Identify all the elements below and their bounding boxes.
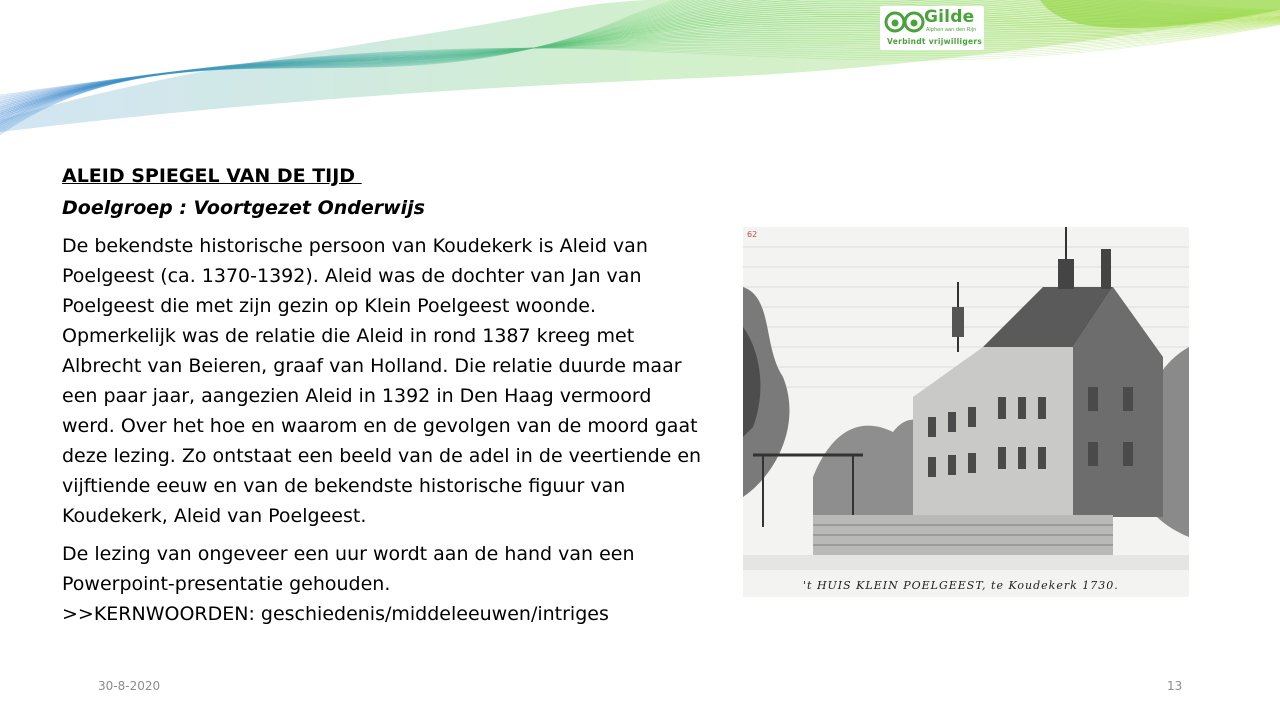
lecture-info-line: De lezing van ongeveer een uur wordt aan de hand van een Powerpoint-presentatie gehouden.	[62, 543, 635, 595]
gilde-logo	[880, 6, 984, 50]
keywords-line: >>KERNWOORDEN: geschiedenis/middeleeuwen/intriges	[62, 603, 609, 625]
owl-eyes-icon	[884, 10, 926, 34]
lecture-paragraph	[62, 539, 702, 629]
engraving-corner-mark: 62	[747, 230, 758, 239]
audience-line: Doelgroep : Voortgezet Onderwijs	[62, 197, 425, 219]
logo-tagline: Verbindt vrijwilligers	[887, 37, 983, 46]
description-paragraph: De bekendste historische persoon van Koudekerk is Aleid van Poelgeest (ca. 1370-1392). Aleid was de dochter van Jan van Poelgeest die met zijn gezin op Klein Poelgeest woonde. Opmerkelijk was de relatie die Aleid in rond 1387 kreeg met Albrecht van Beieren, graaf van Holland. Die relatie duurde maar een paar jaar, aangezien Aleid in 1392 in Den Haag vermoord werd. Over het hoe en waarom en de gevolgen van de moord gaat deze lezing. Zo ontstaat een beeld van de adel in de veertiende en vijftiende eeuw en van de bekendste historische figuur van Koudekerk, Aleid van Poelgeest.	[62, 235, 702, 527]
engraving-caption: 't HUIS KLEIN POELGEEST, te Koudekerk 1730.	[803, 579, 1119, 592]
klein-poelgeest-engraving	[743, 227, 1189, 597]
slide-number: 13	[1167, 679, 1183, 693]
header-wave-banner	[0, 0, 1280, 135]
logo-place: Alphen aan den Rijn	[926, 27, 977, 33]
logo-name: Gilde	[924, 7, 975, 27]
slide-content	[62, 162, 702, 629]
footer-date: 30-8-2020	[98, 679, 161, 693]
slide-title: ALEID SPIEGEL VAN DE TIJD	[62, 165, 362, 187]
